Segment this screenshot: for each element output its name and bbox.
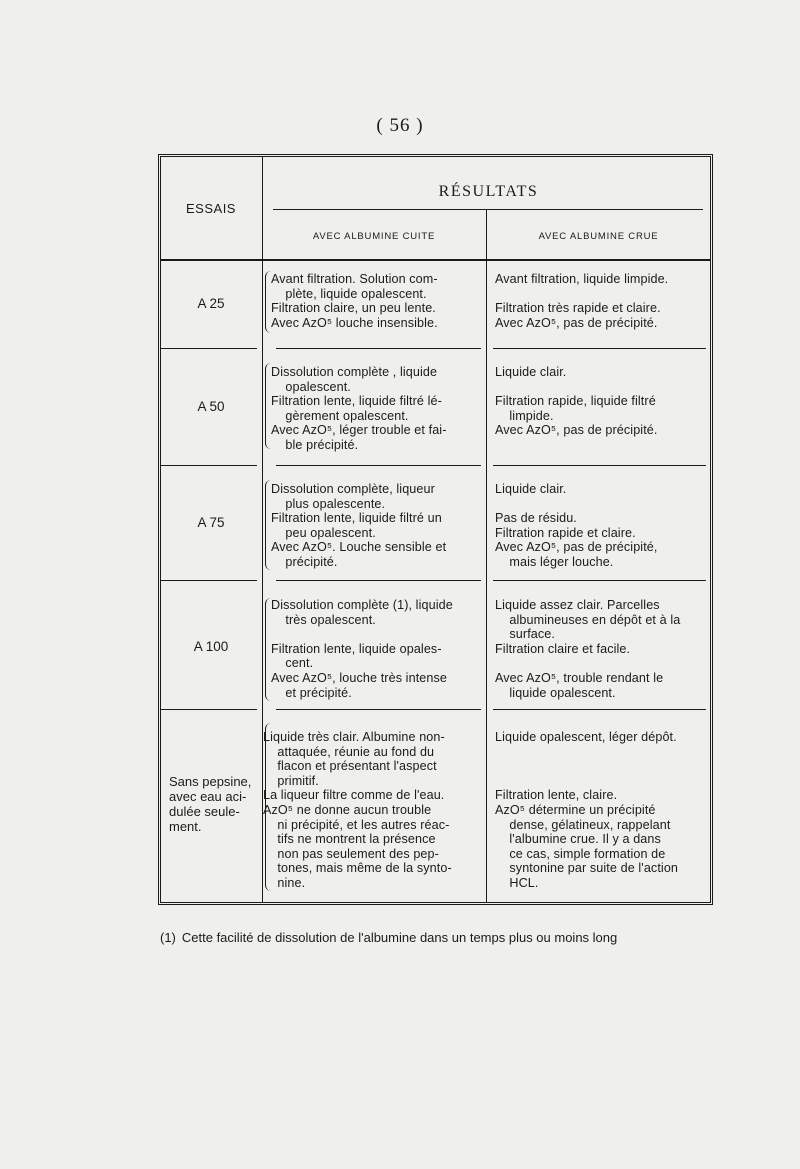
header-albumine-cuite: AVEC ALBUMINE CUITE [312, 231, 436, 242]
result-crue-cell: Liquide clair. Pas de résidu. Filtration rapide et claire. Avec AzO⁵, pas de précipité, mais léger louche. [495, 482, 658, 569]
footnote-marker: (1) [160, 930, 176, 945]
row-separator [161, 465, 257, 466]
row-separator [493, 709, 706, 710]
result-crue-cell: Liquide clair. Filtration rapide, liquide filtré limpide. Avec AzO⁵, pas de précipité. [495, 365, 658, 438]
row-separator [493, 580, 706, 581]
essai-label: Sans pepsine, avec eau aci- dulée seule- ment. [169, 774, 252, 834]
result-crue-cell: Liquide assez clair. Parcelles albumineuses en dépôt et à la surface. Filtration claire et facile. Avec AzO⁵, trouble rendant le liquide opalescent. [495, 598, 681, 700]
result-cuite-cell: Liquide très clair. Albumine non- attaquée, réunie au fond du flacon et présentant l'aspect primitif. La liqueur filtre comme de l'eau. AzO⁵ ne donne aucun trouble ni précipité, et les autres réac- tifs ne montrent la présence non pas seulement des pep- tones, mais même de la synto- nine. [263, 730, 452, 890]
result-cuite-cell: Avant filtration. Solution com- plète, liquide opalescent. Filtration claire, un peu lente. Avec AzO⁵ louche insensible. [271, 272, 438, 330]
row-separator [161, 348, 257, 349]
row-separator [276, 580, 481, 581]
essai-label: A 50 [197, 399, 225, 414]
footnote-text: Cette facilité de dissolution de l'albumine dans un temps plus ou moins long [181, 930, 618, 945]
row-separator [493, 348, 706, 349]
result-cuite-cell: Dissolution complète, liqueur plus opalescente. Filtration lente, liquide filtré un peu opalescent. Avec AzO⁵. Louche sensible et précipité. [271, 482, 447, 569]
header-essais: ESSAIS [186, 201, 236, 216]
result-cuite-cell: Dissolution complète , liquide opalescent. Filtration lente, liquide filtré lé- gèrement opalescent. Avec AzO⁵, léger trouble et fai- ble précipité. [271, 365, 447, 452]
row-separator [161, 580, 257, 581]
page-number: ( 56 ) [376, 115, 424, 136]
column-divider-results [486, 209, 487, 902]
header-rule [273, 209, 703, 210]
result-crue-cell: Liquide opalescent, léger dépôt. Filtration lente, claire. AzO⁵ détermine un précipité dense, gélatineux, rappelant l'albumine crue. Il y a dans ce cas, simple formation de syntonine par suite de l'action HCL. [495, 730, 679, 890]
essai-label: A 100 [193, 639, 229, 654]
header-bottom-rule [161, 259, 710, 261]
essai-label: A 25 [197, 296, 225, 311]
row-separator [161, 709, 257, 710]
header-resultats: RÉSULTATS [438, 183, 539, 200]
result-crue-cell: Avant filtration, liquide limpide. Filtration très rapide et claire. Avec AzO⁵, pas de précipité. [495, 272, 669, 330]
row-separator [276, 709, 481, 710]
result-cuite-cell: Dissolution complète (1), liquide très opalescent. Filtration lente, liquide opales- cent. Avec AzO⁵, louche très intense et précipité. [271, 598, 453, 700]
results-table [158, 154, 713, 905]
header-albumine-crue: AVEC ALBUMINE CRUE [538, 231, 659, 242]
row-separator [493, 465, 706, 466]
row-separator [276, 348, 481, 349]
row-separator [276, 465, 481, 466]
essai-label: A 75 [197, 515, 225, 530]
footnote [160, 930, 720, 945]
